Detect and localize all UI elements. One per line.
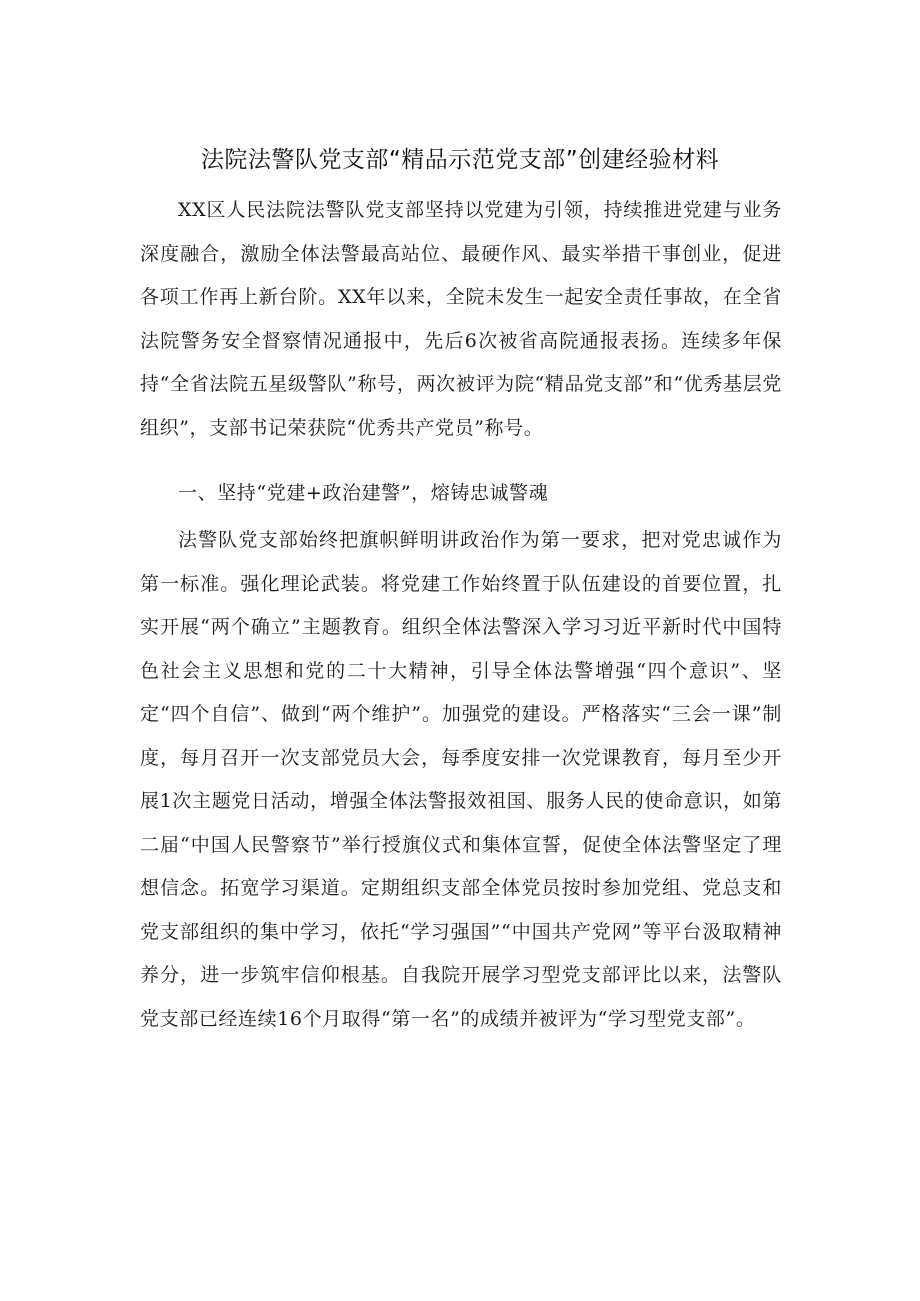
intro-paragraph: XX区人民法院法警队党支部坚持以党建为引领，持续推进党建与业务深度融合，激励全体法警最高站位、最硬作风、最实举措干事创业，促进各项工作再上新台阶。XX年以来，全院未发生一起安全责任事故，在全省法院警务安全督察情况通报中，先后6次被省高院通报表扬。连续多年保持“全省法院五星级警队”称号，两次被评为院“精品党支部”和“优秀基层党组织”，支部书记荣获院“优秀共产党员”称号。 (140, 199, 782, 439)
document-title: 法院法警队党支部“精品示范党支部”创建经验材料 (200, 147, 720, 173)
section-body-paragraph: 法警队党支部始终把旗帜鲜明讲政治作为第一要求，把对党忠诚作为第一标准。强化理论武装。将党建工作始终置于队伍建设的首要位置，扎实开展“两个确立”主题教育。组织全体法警深入学习习近平新时代中国特色社会主义思想和党的二十大精神，引导全体法警增强“四个意识”、坚定“四个自信”、做到“两个维护”。加强党的建设。严格落实“三会一课”制度，每月召开一次支部党员大会，每季度安排一次党课教育，每月至少开展1次主题党日活动，增强全体法警报效祖国、服务人民的使命意识，如第二届“中国人民警察节”举行授旗仪式和集体宣誓，促使全体法警坚定了理想信念。拓宽学习渠道。定期组织支部全体党员按时参加党组、党总支和党支部组织的集中学习，依托“学习强国”“中国共产党网”等平台汲取精神养分，进一步筑牢信仰根基。自我院开展学习型党支部评比以来，法警队党支部已经连续16个月取得“第一名”的成绩并被评为“学习型党支部”。 (140, 529, 782, 1030)
section-heading: 一、坚持“党建+政治建警”，熔铸忠诚警魂 (178, 482, 549, 504)
